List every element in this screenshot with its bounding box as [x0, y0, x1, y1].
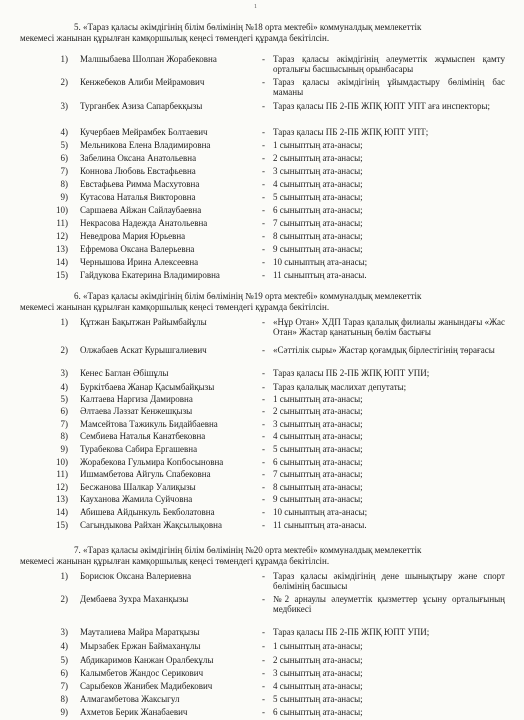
member-row — [0, 166, 524, 178]
member-role: 10 сыныптың ата-анасы; — [273, 507, 368, 517]
member-name: Абишева Айдынкуль Бекболатовна — [80, 507, 215, 517]
member-role: 2 сыныптың ата-анасы; — [273, 655, 363, 665]
member-number: 1) — [60, 317, 68, 327]
list-dash: - — [262, 419, 265, 429]
member-name: Некрасова Надежда Анатольевна — [80, 218, 208, 228]
member-name: Неведрова Мария Юрьевна — [80, 231, 186, 241]
member-role: 1 сыныптың ата-анасы; — [273, 394, 363, 404]
list-dash: - — [262, 153, 265, 163]
member-name: Кенжебеков Алиби Мейрамович — [80, 77, 205, 87]
list-dash: - — [262, 54, 265, 64]
member-name: Әлтаева Ләззат Кенжешқызы — [80, 406, 193, 416]
member-number: 9) — [60, 707, 68, 717]
member-row — [0, 257, 524, 269]
member-role: 6 сыныптың ата-анасы; — [273, 707, 363, 717]
member-row — [0, 655, 524, 667]
list-dash: - — [262, 317, 265, 327]
member-number: 6) — [60, 153, 68, 163]
list-dash: - — [262, 681, 265, 691]
member-row — [0, 571, 524, 591]
member-row — [0, 406, 524, 418]
list-dash: - — [262, 494, 265, 504]
member-role: 9 сыныптың ата-анасы; — [273, 244, 363, 254]
section-heading — [20, 545, 506, 567]
member-number: 5) — [60, 394, 68, 404]
member-role: Тараз қаласы ПБ 2-ПБ ЖПҚ ЮПТ УПТ; — [273, 127, 429, 137]
list-dash: - — [262, 140, 265, 150]
member-role: №2 арнаулы әлеуметтік қызметтер ұсыну орталығының медбикесі — [273, 594, 505, 614]
member-name: Бесжанова Шалкар Уалиқызы — [80, 482, 196, 492]
member-role: 3 сыныптың ата-анасы; — [273, 668, 363, 678]
list-dash: - — [262, 627, 265, 637]
member-number: 9) — [60, 444, 68, 454]
member-number: 12) — [56, 482, 68, 492]
member-row — [0, 457, 524, 469]
member-row — [0, 482, 524, 494]
member-row — [0, 469, 524, 481]
member-number: 11) — [56, 218, 68, 228]
member-row — [0, 641, 524, 653]
member-name: Борисюк Оксана Валериевна — [80, 571, 192, 581]
member-row — [0, 382, 524, 394]
member-number: 5) — [60, 655, 68, 665]
member-role: 7 сыныптың ата-анасы; — [273, 218, 363, 228]
list-dash: - — [262, 641, 265, 651]
member-row — [0, 153, 524, 165]
list-dash: - — [262, 368, 265, 378]
member-name: Алмагамбетова Жаксыгул — [80, 694, 180, 704]
member-number: 9) — [60, 192, 68, 202]
member-row — [0, 345, 524, 357]
member-name: Кенес Баглан Әбішұлы — [80, 368, 169, 378]
list-dash: - — [262, 406, 265, 416]
list-dash: - — [262, 127, 265, 137]
heading-line: мекемесі жанынан құрылған камқоршылық кеңесі төмендегі құрамда бекітілсін. — [20, 33, 330, 43]
member-role: 8 сыныптың ата-анасы; — [273, 482, 363, 492]
list-dash: - — [262, 192, 265, 202]
member-number: 6) — [60, 668, 68, 678]
list-dash: - — [262, 257, 265, 267]
member-role: 8 сыныптың ата-анасы; — [273, 231, 363, 241]
member-role: 4 сыныптың ата-анасы; — [273, 681, 363, 691]
member-name: Кутасова Наталья Викторовна — [80, 192, 196, 202]
member-name: Малшыбаева Шолпан Жорабековна — [80, 54, 217, 64]
member-row — [0, 140, 524, 152]
list-dash: - — [262, 469, 265, 479]
member-number: 10) — [56, 205, 68, 215]
member-number: 4) — [60, 127, 68, 137]
member-role: 1 сыныптың ата-анасы; — [273, 641, 363, 651]
member-row — [0, 244, 524, 256]
list-dash: - — [262, 345, 265, 355]
member-number: 15) — [56, 520, 68, 530]
page-mark: 1 — [254, 4, 257, 10]
member-number: 8) — [60, 179, 68, 189]
member-role: «Сәттілік сыры» Жастар қоғамдық бірлестігінің төрағасы — [273, 345, 495, 355]
member-name: Сарыбеков Жанибек Мадибекович — [80, 681, 213, 691]
member-number: 12) — [56, 231, 68, 241]
member-name: Турабекова Сабира Ергашевна — [80, 444, 198, 454]
member-name: Абдикаримов Канжан Оралбекұлы — [80, 655, 214, 665]
member-name: Мауталиева Майра Маратқызы — [80, 627, 200, 637]
member-role: 10 сыныптың ата-анасы; — [273, 257, 368, 267]
member-number: 3) — [60, 368, 68, 378]
member-row — [0, 419, 524, 431]
member-name: Буркітбаева Жанар Қасымбайқызы — [80, 382, 215, 392]
member-row — [0, 444, 524, 456]
member-row — [0, 494, 524, 506]
member-role: 5 сыныптың ата-анасы; — [273, 694, 363, 704]
member-row — [0, 594, 524, 614]
member-name: Кучербаев Мейрамбек Болтаевич — [80, 127, 208, 137]
member-row — [0, 317, 524, 337]
member-row — [0, 707, 524, 719]
member-name: Гайдукова Екатерина Владимировна — [80, 270, 220, 280]
member-role: «Нұр Отан» ХДП Тараз қалалық филиалы жанындағы «Жас Отан» Жастар қанатының бөлім бастығы — [273, 317, 505, 337]
member-name: Чернышова Ирина Алексеевна — [80, 257, 199, 267]
list-dash: - — [262, 270, 265, 280]
member-role: 4 сыныптың ата-анасы; — [273, 431, 363, 441]
member-name: Забелина Оксана Анатольевна — [80, 153, 197, 163]
member-row — [0, 54, 524, 74]
list-dash: - — [262, 431, 265, 441]
member-name: Ефремова Оксана Валерьевна — [80, 244, 195, 254]
list-dash: - — [262, 218, 265, 228]
member-role: Тараз қаласы ПБ 2-ПБ ЖПҚ ЮПТ УПТ аға инспекторы; — [273, 101, 491, 111]
list-dash: - — [262, 101, 265, 111]
member-row — [0, 270, 524, 282]
list-dash: - — [262, 179, 265, 189]
list-dash: - — [262, 382, 265, 392]
member-role: 9 сыныптың ата-анасы; — [273, 494, 363, 504]
member-row — [0, 231, 524, 243]
member-number: 7) — [60, 419, 68, 429]
member-number: 6) — [60, 406, 68, 416]
list-dash: - — [262, 394, 265, 404]
member-row — [0, 218, 524, 230]
member-row — [0, 694, 524, 706]
list-dash: - — [262, 507, 265, 517]
member-role: 2 сыныптың ата-анасы; — [273, 406, 363, 416]
member-number: 11) — [56, 469, 68, 479]
member-number: 3) — [60, 627, 68, 637]
member-name: Жорабекова Гульмира Копбосыновна — [80, 457, 224, 467]
member-number: 8) — [60, 694, 68, 704]
list-dash: - — [262, 655, 265, 665]
member-row — [0, 668, 524, 680]
heading-line: мекемесі жанынан құрылған камқоршылық кеңесі төмендегі құрамда бекітілсін. — [20, 556, 330, 566]
list-dash: - — [262, 444, 265, 454]
member-row — [0, 127, 524, 139]
list-dash: - — [262, 571, 265, 581]
list-dash: - — [262, 231, 265, 241]
member-name: Калымбетов Жандос Серикович — [80, 668, 204, 678]
member-number: 7) — [60, 166, 68, 176]
member-role: 11 сыныптың ата-анасы. — [273, 270, 367, 280]
list-dash: - — [262, 694, 265, 704]
member-role: 3 сыныптың ата-анасы; — [273, 166, 363, 176]
member-name: Мельникова Елена Владимировна — [80, 140, 211, 150]
member-number: 14) — [56, 257, 68, 267]
member-role: Тараз қаласы әкімдігінің дене шынықтыру және спорт бөлімінің басшысы — [273, 571, 505, 591]
member-role: Тараз қаласы әкімдігінің ұйымдастыру бөлімінің бас маманы — [273, 77, 505, 97]
list-dash: - — [262, 520, 265, 530]
member-name: Калтаева Наргиза Дамировна — [80, 394, 193, 404]
heading-line: 7. «Тараз қаласы әкімдігінің білім бөлімінің №20 орта мектебі» коммуналдық мемлекеттік — [74, 545, 422, 555]
heading-line: 6. «Тараз қаласы әкімдігінің білім бөлімінің №19 орта мектебі» коммуналдық мемлекеттік — [74, 291, 422, 301]
member-row — [0, 507, 524, 519]
member-row — [0, 681, 524, 693]
heading-line: 5. «Тараз қаласы әкімдігінің білім бөлімінің №18 орта мектебі» коммуналдық мемлекеттік — [74, 22, 422, 32]
member-name: Коннова Любовь Евстафьевна — [80, 166, 196, 176]
list-dash: - — [262, 205, 265, 215]
member-row — [0, 179, 524, 191]
section-heading — [20, 291, 506, 313]
member-name: Сагындыкова Райхан Жақсылықовна — [80, 520, 222, 530]
member-role: 6 сыныптың ата-анасы; — [273, 457, 363, 467]
member-number: 4) — [60, 382, 68, 392]
member-name: Ишмамбетова Айгуль Спабековна — [80, 469, 211, 479]
member-row — [0, 101, 524, 113]
member-row — [0, 627, 524, 639]
member-name: Саршаева Айжан Сайлаубаевна — [80, 205, 202, 215]
member-row — [0, 77, 524, 97]
member-number: 8) — [60, 431, 68, 441]
member-number: 1) — [60, 571, 68, 581]
member-name: Кауханова Жамила Суйчовна — [80, 494, 193, 504]
member-row — [0, 520, 524, 532]
member-row — [0, 431, 524, 443]
section-heading — [20, 22, 506, 44]
member-role: Тараз қаласы ПБ 2-ПБ ЖПҚ ЮПТ УПИ; — [273, 627, 430, 637]
member-row — [0, 192, 524, 204]
member-role: 6 сыныптың ата-анасы; — [273, 205, 363, 215]
list-dash: - — [262, 707, 265, 717]
member-role: 11 сыныптың ата-анасы. — [273, 520, 367, 530]
member-number: 15) — [56, 270, 68, 280]
member-role: 1 сыныптың ата-анасы; — [273, 140, 363, 150]
member-number: 13) — [56, 244, 68, 254]
list-dash: - — [262, 77, 265, 87]
member-number: 2) — [60, 594, 68, 604]
list-dash: - — [262, 668, 265, 678]
member-name: Турганбек Азиза Сапарбекқызы — [80, 101, 203, 111]
member-number: 5) — [60, 140, 68, 150]
member-name: Сембиева Наталья Канатбековна — [80, 431, 206, 441]
member-row — [0, 205, 524, 217]
heading-line: мекемесі жанынан құрылған камқоршылық кеңесі төмендегі құрамда бекітілсін. — [20, 302, 330, 312]
member-number: 10) — [56, 457, 68, 467]
member-role: 5 сыныптың ата-анасы; — [273, 192, 363, 202]
member-number: 4) — [60, 641, 68, 651]
member-name: Ахметов Берик Жанабаевич — [80, 707, 188, 717]
list-dash: - — [262, 482, 265, 492]
member-name: Дембаева Зухра Маханқызы — [80, 594, 189, 604]
member-role: 5 сыныптың ата-анасы; — [273, 444, 363, 454]
member-name: Евстафьева Римма Масхутовна — [80, 179, 200, 189]
member-role: 4 сыныптың ата-анасы; — [273, 179, 363, 189]
member-name: Олжабаев Аскат Курышгалиевич — [80, 345, 207, 355]
member-row — [0, 394, 524, 406]
member-row — [0, 368, 524, 380]
member-number: 14) — [56, 507, 68, 517]
member-number: 13) — [56, 494, 68, 504]
member-role: Тараз қаласы ПБ 2-ПБ ЖПҚ ЮПТ УПИ; — [273, 368, 430, 378]
member-number: 7) — [60, 681, 68, 691]
member-name: Құтжан Бақытжан Райымбайұлы — [80, 317, 207, 327]
list-dash: - — [262, 244, 265, 254]
member-number: 2) — [60, 77, 68, 87]
member-number: 1) — [60, 54, 68, 64]
member-role: 2 сыныптың ата-анасы; — [273, 153, 363, 163]
list-dash: - — [262, 594, 265, 604]
member-role: Тараз қаласы әкімдігінің әлеуметтік жұмыспен қамту орталығы басшысының орынбасары — [273, 54, 505, 74]
list-dash: - — [262, 166, 265, 176]
member-number: 3) — [60, 101, 68, 111]
member-role: Тараз қалалық маслихат депутаты; — [273, 382, 407, 392]
member-role: 7 сыныптың ата-анасы; — [273, 469, 363, 479]
member-name: Мырзабек Ержан Баймаханұлы — [80, 641, 201, 651]
member-name: Мамсейтова Тажикуль Бидайбаевна — [80, 419, 218, 429]
member-number: 2) — [60, 345, 68, 355]
member-role: 3 сыныптың ата-анасы; — [273, 419, 363, 429]
list-dash: - — [262, 457, 265, 467]
